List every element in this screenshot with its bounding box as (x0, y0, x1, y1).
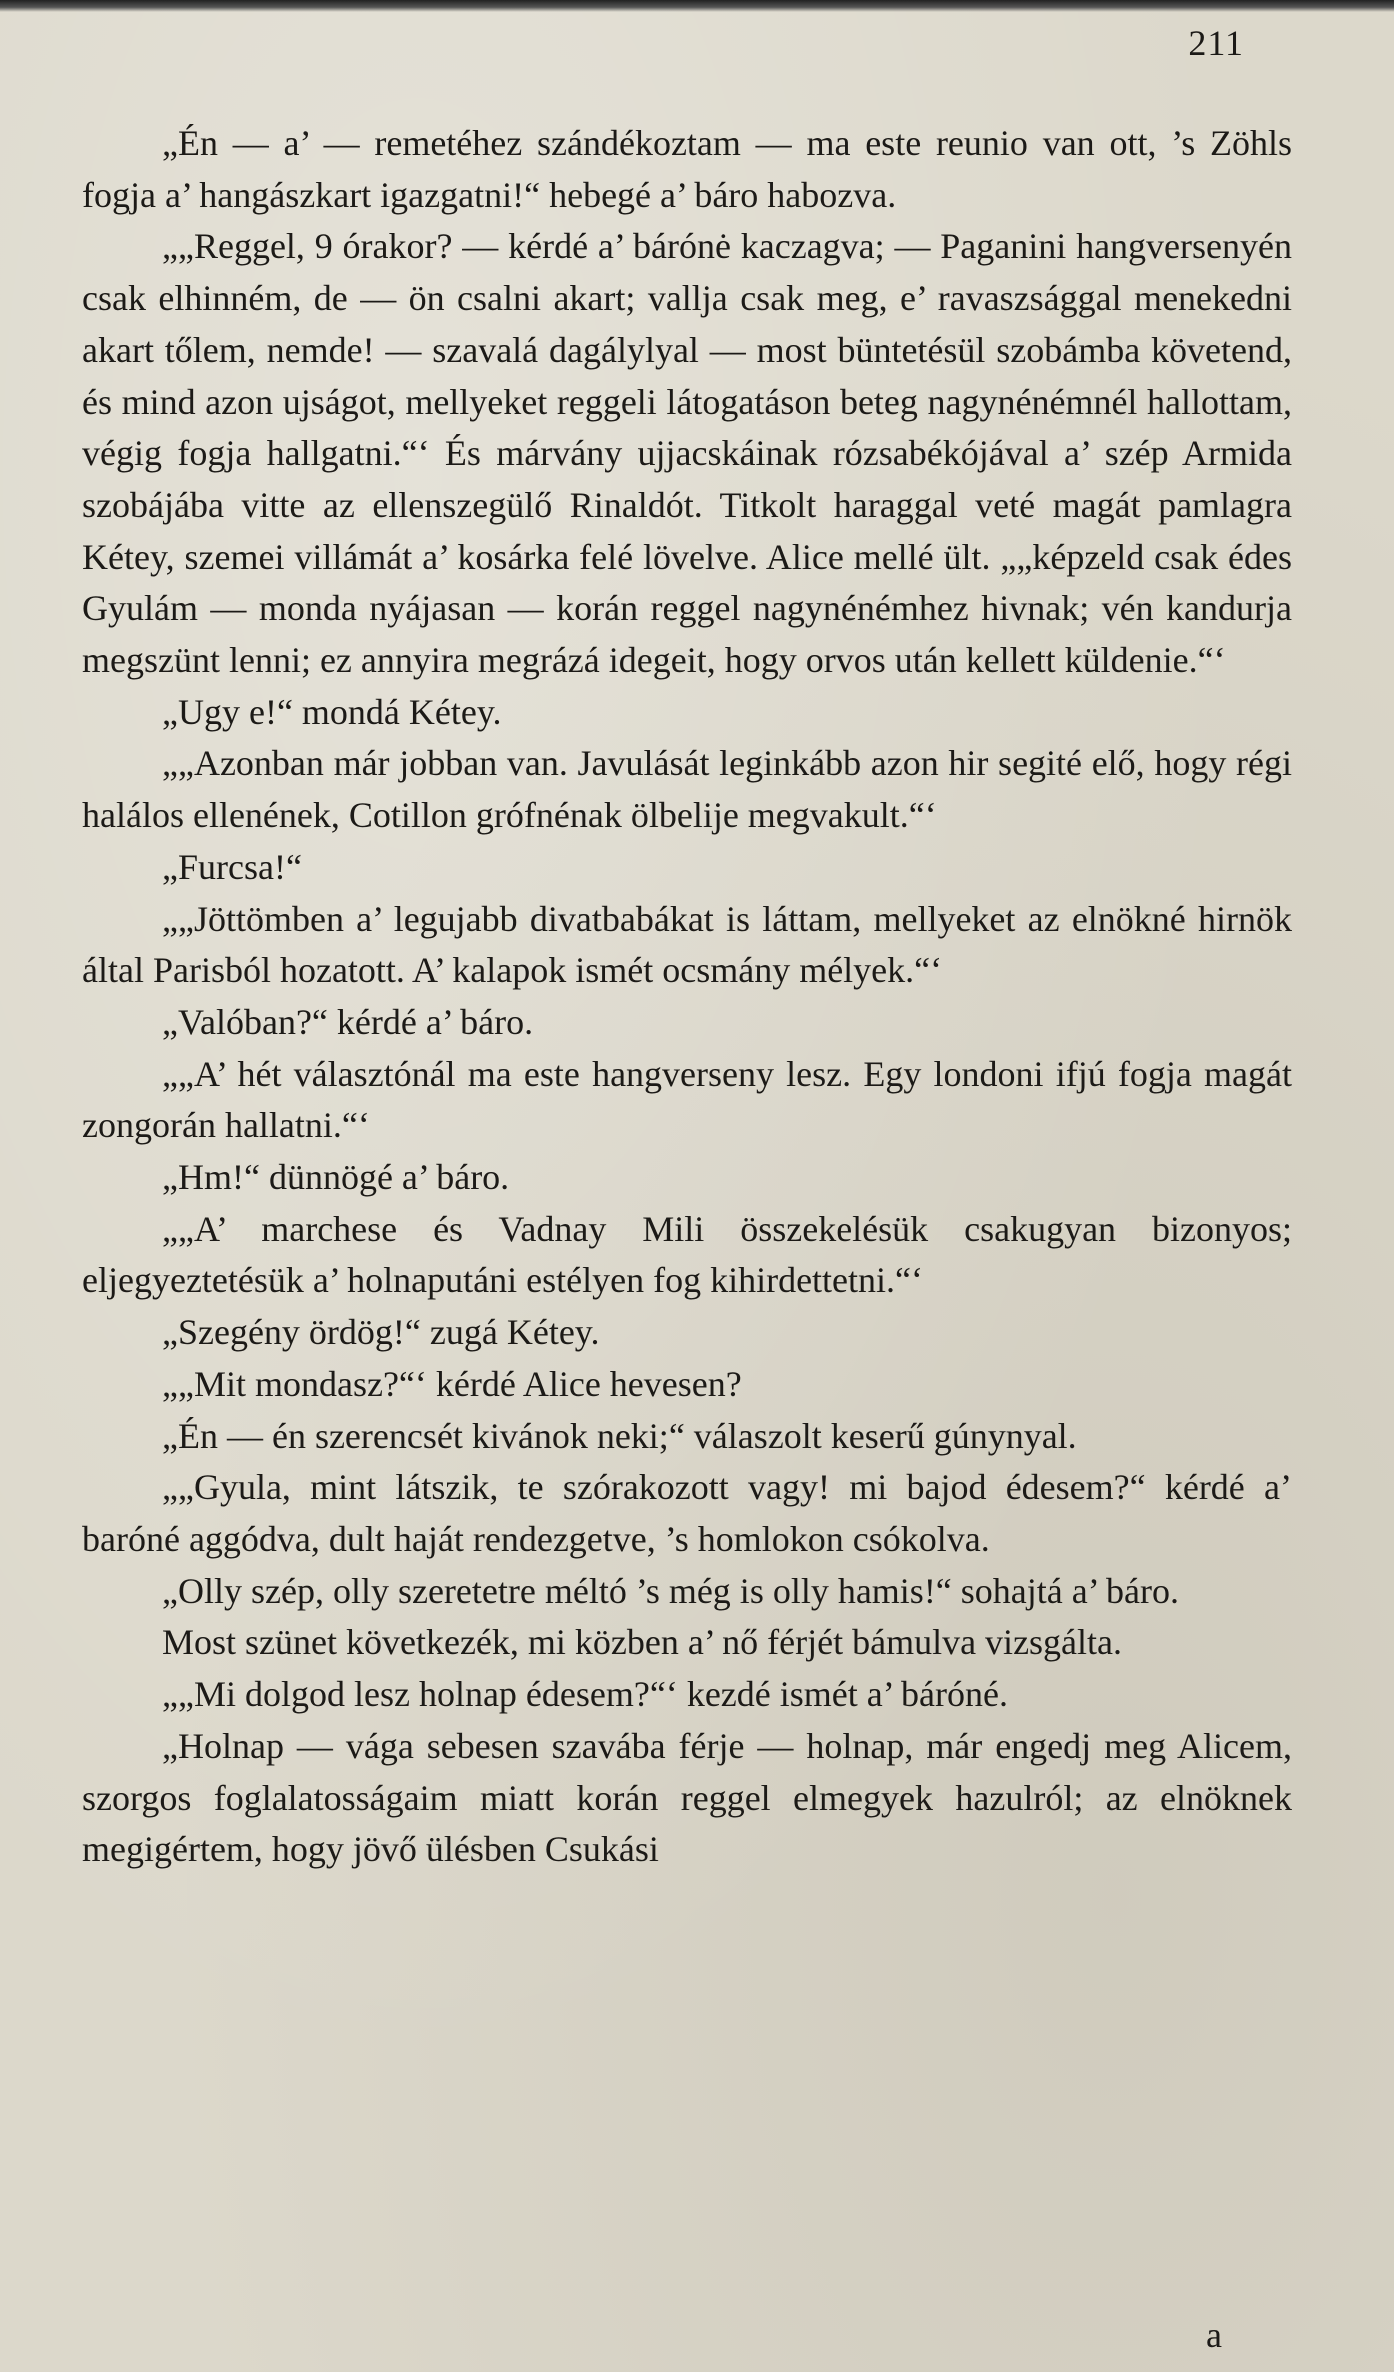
paragraph: „Furcsa!“ (162, 846, 302, 887)
text-body (82, 118, 1292, 1876)
paragraph: „Én — én szerencsét kivánok neki;“ válaszolt keserű gúnynyal. (162, 1415, 1077, 1456)
paragraph: „Ugy e!“ mondá Kétey. (162, 691, 502, 732)
paragraph: „„A’ marchese és Vadnay Mili összekelésük csakugyan bizonyos; eljegyeztetésük a’ holnaputáni estélyen fog kihirdettetni.“‘ (82, 1208, 1292, 1301)
paragraph: „Valóban?“ kérdé a’ báro. (162, 1001, 534, 1042)
page-top-edge (0, 0, 1394, 12)
catchword: a (1206, 2315, 1222, 2355)
paragraph: „„Azonban már jobban van. Javulását leginkább azon hir segité elő, hogy régi halálos ellenének, Cotillon grófnénak ölbelije megvakult.“‘ (82, 743, 1292, 836)
paragraph: „„A’ hét választónál ma este hangverseny lesz. Egy londoni ifjú fogja magát zongorán hallatni.“‘ (82, 1053, 1292, 1146)
paragraph: „„Gyula, mint látszik, te szórakozott vagy! mi bajod édesem?“ kérdé a’ baróné aggódva, dult haját rendezgetve, ’s homlokon csókolva. (82, 1467, 1292, 1559)
paragraph: „Szegény ördög!“ zugá Kétey. (162, 1312, 600, 1353)
paragraph: „Holnap — vága sebesen szavába férje — holnap, már engedj meg Alicem, szorgos foglalatosságaim miatt korán reggel elmegyek hazulról; az elnöknek megigértem, hogy jövő ülésben Csukási (82, 1725, 1292, 1870)
paragraph: „„Jöttömben a’ legujabb divatbabákat is láttam, mellyeket az elnökné hirnök által Parisból hozatott. A’ kalapok ismét ocsmány mélyek.“‘ (82, 898, 1292, 991)
paragraph: „„Mi dolgod lesz holnap édesem?“‘ kezdé ismét a’ báróné. (162, 1674, 1008, 1715)
paragraph: „Hm!“ dünnögé a’ báro. (162, 1157, 510, 1198)
paragraph: „„Mit mondasz?“‘ kérdé Alice hevesen? (162, 1363, 742, 1404)
paragraph: „„Reggel, 9 órakor? — kérdé a’ bárónė kaczagva; — Paganini hangversenyén csak elhinném, de — ön csalni akart; vallja csak meg, e’ ravaszsággal menekedni akart tőlem, nemde! — szavalá dagálylyal — most büntetésül szobámba követend, és mind azon ujságot, mellyeket reggeli látogatáson beteg nagynénémnél hallottam, végig fogja hallgatni.“‘ És márvány ujjacskáinak rózsabékójával a’ szép Armida szobájába vitte az ellenszegülő Rinaldót. Titkolt haraggal veté magát pamlagra Kétey, szemei villámát a’ kosárka felé lövelve. Alice mellé ült. „„képzeld csak édes Gyulám — monda nyájasan — korán reggel nagynénémhez hivnak; vén kandurja megszünt lenni; ez annyira megrázá idegeit, hogy orvos után kellett küldenie.“‘ (82, 226, 1292, 681)
paragraph: Most szünet következék, mi közben a’ nő férjét bámulva vizsgálta. (162, 1622, 1123, 1663)
page-number: 211 (1188, 23, 1244, 63)
paragraph: „Olly szép, olly szeretetre méltó ’s még is olly hamis!“ sohajtá a’ báro. (162, 1570, 1180, 1611)
paragraph: „Én — a’ — remetéhez szándékoztam — ma este reunio van ott, ’s Zöhls fogja a’ hangászkart igazgatni!“ hebegé a’ báro habozva. (82, 123, 1292, 215)
